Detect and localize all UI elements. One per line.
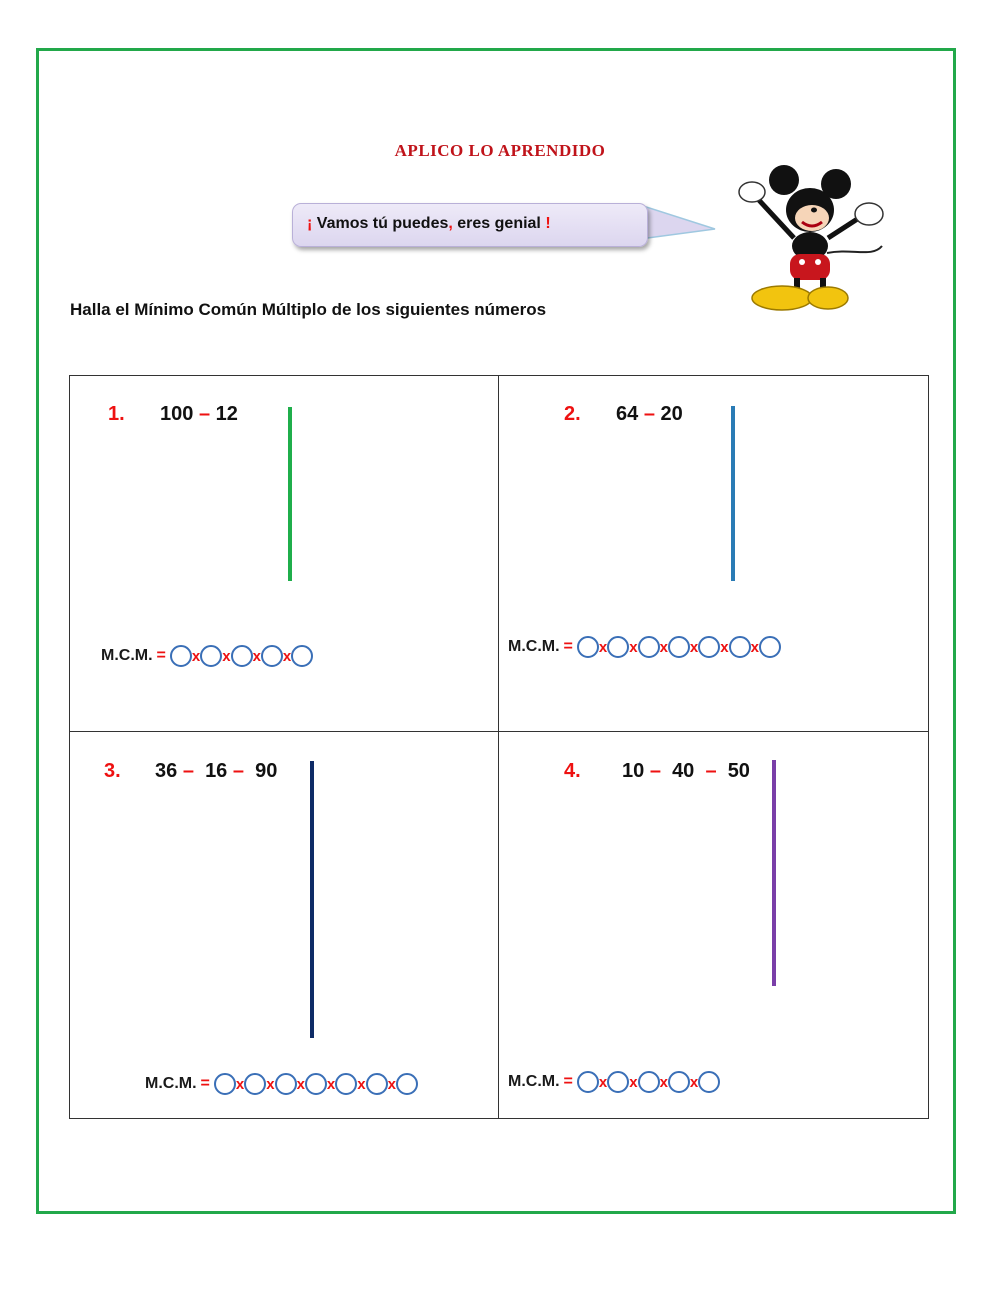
- problem-3-factor-slots: [214, 1073, 418, 1095]
- problem-2-value-b: 20: [660, 403, 683, 425]
- problem-1-mcm-label: M.C.M.: [101, 647, 153, 664]
- factor-circle-input[interactable]: [261, 645, 283, 667]
- times-symbol: x: [222, 647, 231, 665]
- factor-circle-input[interactable]: [607, 636, 629, 658]
- bubble-close-mark: !: [545, 215, 551, 232]
- problem-1-dash-1: –: [198, 403, 211, 425]
- problem-1-mcm-row: [101, 645, 313, 667]
- problem-2-value-a: 64: [616, 403, 639, 425]
- factor-circle-input[interactable]: [231, 645, 253, 667]
- speech-bubble: [292, 203, 648, 247]
- factor-circle-input[interactable]: [335, 1073, 357, 1095]
- factor-circle-input[interactable]: [577, 636, 599, 658]
- problem-1-value-a: 100: [160, 403, 194, 425]
- mickey-mouse-illustration: [732, 158, 892, 318]
- problem-4-equals: =: [563, 1073, 573, 1090]
- problem-3-division-line: [310, 761, 314, 1038]
- factor-circle-input[interactable]: [607, 1071, 629, 1093]
- factor-circle-input[interactable]: [170, 645, 192, 667]
- times-symbol: x: [659, 638, 668, 656]
- bubble-comma: ,: [448, 215, 453, 232]
- times-symbol: x: [659, 1073, 668, 1091]
- times-symbol: x: [598, 1073, 608, 1091]
- problem-1-number: 1.: [108, 403, 125, 425]
- problem-3-dash-2: –: [232, 760, 244, 782]
- factor-circle-input[interactable]: [668, 636, 690, 658]
- times-symbol: x: [235, 1075, 245, 1093]
- bubble-text: Vamos tú puedes: [312, 215, 449, 232]
- factor-circle-input[interactable]: [698, 636, 720, 658]
- grid-horizontal-divider: [69, 731, 929, 732]
- problem-4-numbers: [622, 760, 750, 783]
- factor-circle-input[interactable]: [577, 1071, 599, 1093]
- problem-3-equals: =: [200, 1075, 210, 1092]
- problem-4-division-line: [772, 760, 776, 986]
- problem-2-division-line: [731, 406, 735, 581]
- factor-circle-input[interactable]: [729, 636, 751, 658]
- problem-3-value-b: 16: [205, 760, 228, 782]
- problem-2-dash-1: –: [643, 403, 655, 425]
- problem-4-dash-1: –: [649, 760, 661, 782]
- problem-1-equals: =: [156, 647, 166, 664]
- times-symbol: x: [252, 647, 261, 665]
- problem-1-numbers: [160, 403, 238, 426]
- problem-1-value-b: 12: [215, 403, 238, 425]
- problem-3-numbers: [155, 760, 277, 783]
- problem-4-value-a: 10: [622, 760, 645, 782]
- problem-2-equals: =: [563, 638, 573, 655]
- times-symbol: x: [387, 1075, 396, 1093]
- times-symbol: x: [296, 1075, 305, 1093]
- problem-4-number: 4.: [564, 760, 581, 782]
- times-symbol: x: [357, 1075, 366, 1093]
- times-symbol: x: [598, 638, 608, 656]
- times-symbol: x: [750, 638, 759, 656]
- factor-circle-input[interactable]: [214, 1073, 236, 1095]
- problem-1-factor-slots: [170, 645, 313, 667]
- factor-circle-input[interactable]: [396, 1073, 418, 1095]
- grid-vertical-divider: [498, 375, 499, 1119]
- problem-2-number: 2.: [564, 403, 581, 425]
- factor-circle-input[interactable]: [291, 645, 313, 667]
- times-symbol: x: [191, 647, 201, 665]
- times-symbol: x: [266, 1075, 275, 1093]
- times-symbol: x: [282, 647, 292, 665]
- speech-bubble-tail: [640, 203, 720, 243]
- factor-circle-input[interactable]: [366, 1073, 388, 1095]
- problem-3-dash-1: –: [182, 760, 194, 782]
- times-symbol: x: [629, 638, 638, 656]
- times-symbol: x: [720, 638, 729, 656]
- problem-4-value-b: 40: [672, 760, 695, 782]
- problem-3-value-c: 90: [255, 760, 278, 782]
- problem-4-mcm-row: [508, 1071, 720, 1093]
- problems-grid: [69, 375, 929, 1119]
- problem-4-mcm-label: M.C.M.: [508, 1073, 560, 1090]
- factor-circle-input[interactable]: [244, 1073, 266, 1095]
- problem-3-value-a: 36: [155, 760, 178, 782]
- page-title: APLICO LO APRENDIDO: [394, 141, 606, 160]
- problem-4-dash-2: –: [705, 760, 717, 782]
- problem-2-mcm-label: M.C.M.: [508, 638, 560, 655]
- problem-4-value-c: 50: [727, 760, 750, 782]
- factor-circle-input[interactable]: [759, 636, 781, 658]
- factor-circle-input[interactable]: [668, 1071, 690, 1093]
- problem-3-number: 3.: [104, 760, 121, 782]
- bubble-text-2: eres genial: [452, 215, 546, 232]
- times-symbol: x: [689, 638, 699, 656]
- factor-circle-input[interactable]: [698, 1071, 720, 1093]
- problem-2-mcm-row: [508, 636, 781, 658]
- problem-3-mcm-label: M.C.M.: [145, 1075, 197, 1092]
- factor-circle-input[interactable]: [638, 636, 660, 658]
- problem-2-numbers: [616, 403, 683, 426]
- problem-4-factor-slots: [577, 1071, 720, 1093]
- times-symbol: x: [629, 1073, 638, 1091]
- factor-circle-input[interactable]: [200, 645, 222, 667]
- problem-3-mcm-row: [145, 1073, 418, 1095]
- times-symbol: x: [689, 1073, 699, 1091]
- factor-circle-input[interactable]: [275, 1073, 297, 1095]
- bubble-open-mark: ¡: [307, 215, 313, 232]
- instruction-text: Halla el Mínimo Común Múltiplo de los siguientes números: [70, 300, 547, 319]
- factor-circle-input[interactable]: [638, 1071, 660, 1093]
- problem-1-division-line: [288, 407, 292, 581]
- factor-circle-input[interactable]: [305, 1073, 327, 1095]
- problem-2-factor-slots: [577, 636, 781, 658]
- times-symbol: x: [326, 1075, 336, 1093]
